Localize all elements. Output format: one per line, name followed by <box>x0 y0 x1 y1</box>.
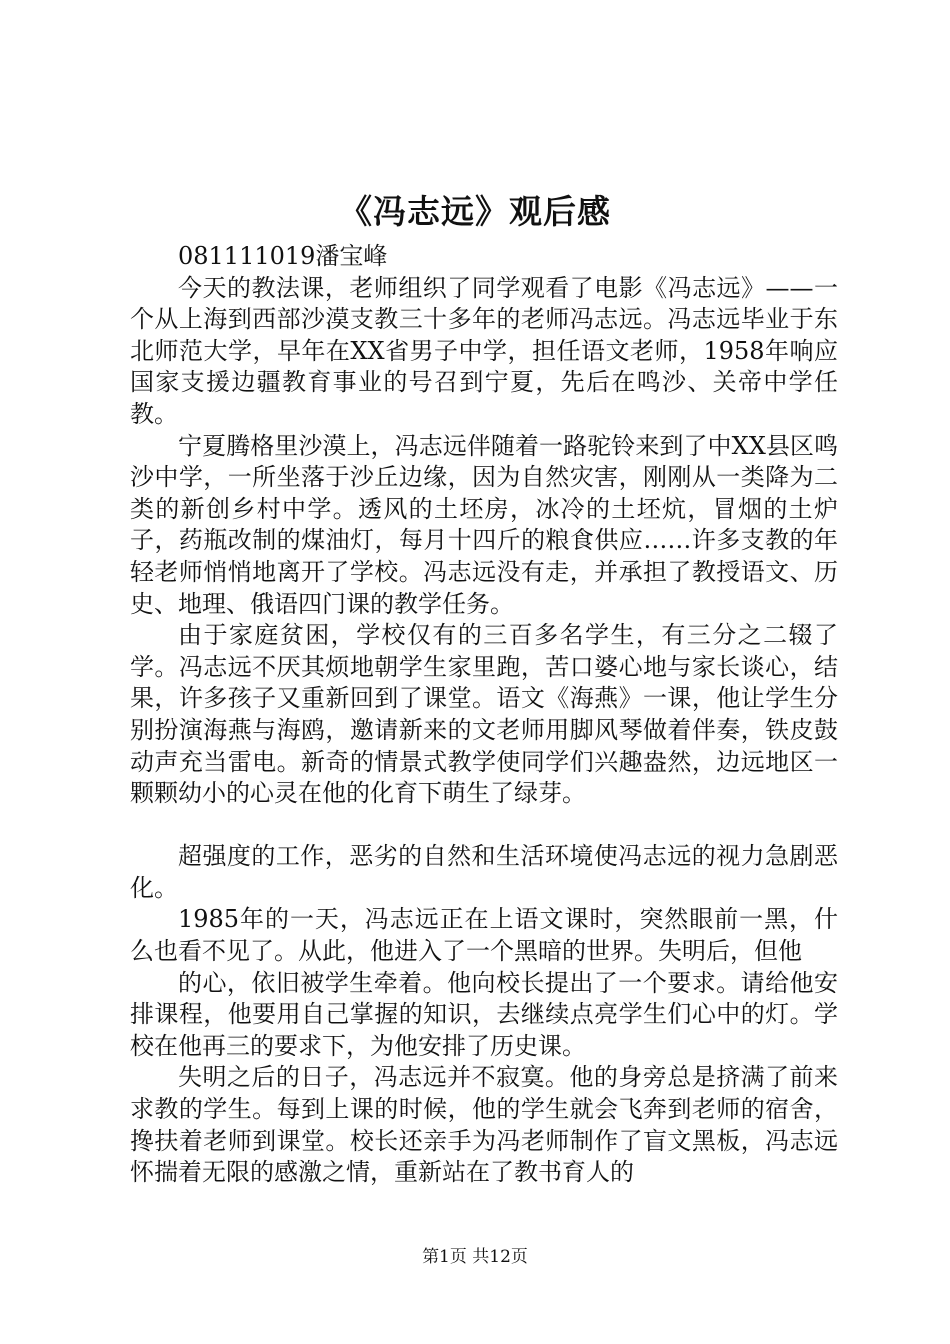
paragraph: 今天的教法课，老师组织了同学观看了电影《冯志远》——一个从上海到西部沙漠支教三十多年的老师冯志远。冯志远毕业于东北师范大学，早年在XX省男子中学，担任语文老师，1958年响应国家支援边疆教育事业的号召到宁夏，先后在鸣沙、关帝中学任教。 <box>130 273 838 428</box>
author-line: 081111019潘宝峰 <box>178 242 388 270</box>
page-footer: 第1页 共12页 <box>422 1247 528 1267</box>
blank-line <box>130 810 838 842</box>
document-body <box>130 241 838 1189</box>
paragraph: 失明之后的日子，冯志远并不寂寞。他的身旁总是挤满了前来求教的学生。每到上课的时候，他的学生就会飞奔到老师的宿舍，搀扶着老师到课堂。校长还亲手为冯老师制作了盲文黑板，冯志远怀揣着无限的感激之情，重新站在了教书育人的 <box>130 1063 838 1187</box>
paragraph: 的心，依旧被学生牵着。他向校长提出了一个要求。请给他安排课程，他要用自己掌握的知识，去继续点亮学生们心中的灯。学校在他再三的要求下，为他安排了历史课。 <box>130 968 838 1060</box>
paragraph: 1985年的一天，冯志远正在上语文课时，突然眼前一黑，什么也看不见了。从此，他进入了一个黑暗的世界。失明后，但他 <box>130 905 838 966</box>
paragraph: 由于家庭贫困，学校仅有的三百多名学生，有三分之二辍了学。冯志远不厌其烦地朝学生家里跑，苦口婆心地与家长谈心，结果，许多孩子又重新回到了课堂。语文《海燕》一课，他让学生分别扮演海燕与海鸥，邀请新来的文老师用脚风琴做着伴奏，铁皮鼓动声充当雷电。新奇的情景式教学使同学们兴趣盎然，边远地区一颗颗幼小的心灵在他的化育下萌生了绿芽。 <box>130 621 838 808</box>
paragraph: 超强度的工作，恶劣的自然和生活环境使冯志远的视力急剧恶化。 <box>130 842 838 902</box>
document-title: 《冯志远》观后感 <box>339 192 611 231</box>
paragraph: 宁夏腾格里沙漠上，冯志远伴随着一路驼铃来到了中XX县区鸣沙中学，一所坐落于沙丘边缘，因为自然灾害，刚刚从一类降为二类的新创乡村中学。透风的土坯房，冰冷的土坯炕，冒烟的土炉子，药瓶改制的煤油灯，每月十四斤的粮食供应……许多支教的年轻老师悄悄地离开了学校。冯志远没有走，并承担了教授语文、历史、地理、俄语四门课的教学任务。 <box>130 431 838 618</box>
